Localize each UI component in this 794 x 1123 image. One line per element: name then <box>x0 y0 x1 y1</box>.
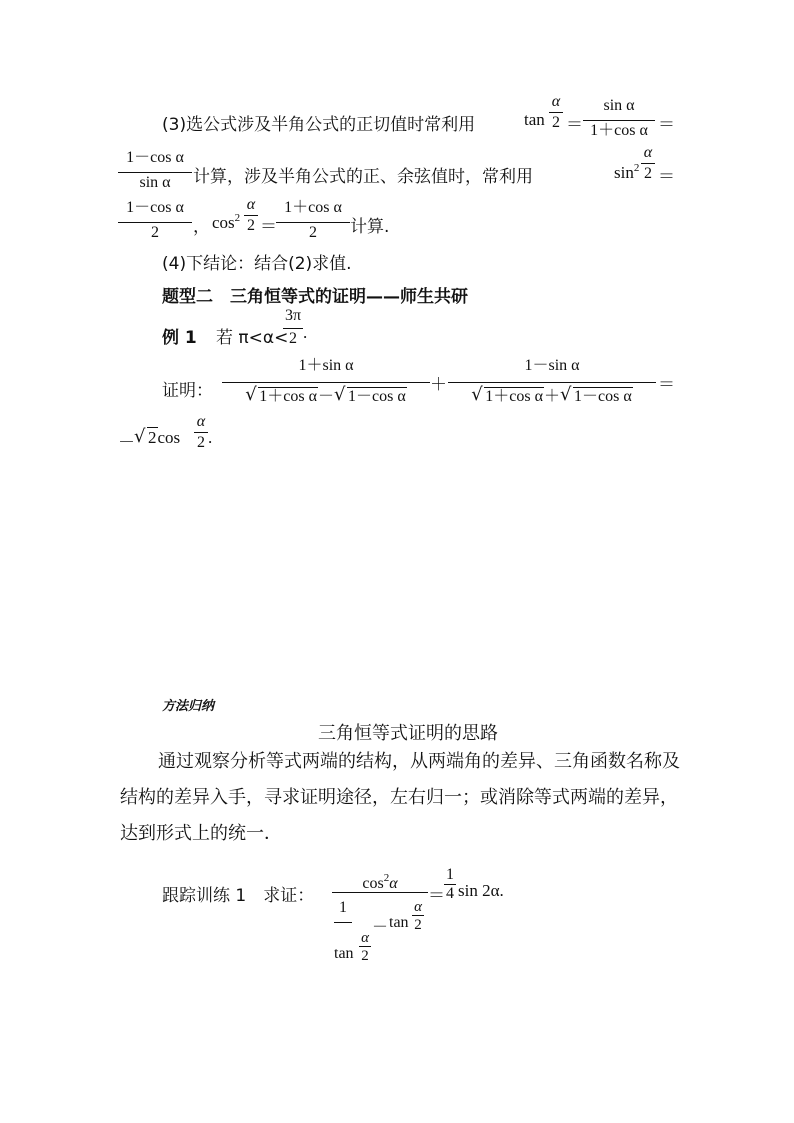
item3-lead: (3)选公式涉及半角公式的正切值时常利用 <box>162 115 476 135</box>
alpha-over-2-frac-2: α 2 <box>641 143 655 184</box>
method-body: 通过观察分析等式两端的结构，从两端角的差异、三角函数名称及结构的差异入手，寻求证明途径，左右归一；或消除等式两端的差异，达到形式上的统一． <box>120 751 680 844</box>
equals-sign-3: ＝ <box>658 167 675 186</box>
alpha-over-2-frac-6: α 2 <box>412 899 424 934</box>
practice1-rhs: sin 2α. <box>458 881 504 900</box>
one-over-tan-frac: 1 <box>334 898 352 923</box>
rhs-sqrt2: √ 2cos <box>134 426 181 447</box>
rhs-end: . <box>208 428 213 447</box>
example1-cond-lead: 若 π<α< <box>216 328 289 348</box>
inner-tan-2: tan <box>389 914 409 931</box>
alpha-over-2-frac-5: α 2 <box>359 930 371 965</box>
equals-sign-4: ＝ <box>260 217 277 236</box>
alpha-over-2-frac: α 2 <box>549 92 563 133</box>
1minuscos-over-2-frac: 1－cos α 2 <box>118 198 192 243</box>
item4-text: (4)下结论：结合(2)求值. <box>162 254 352 274</box>
method-label: 方法归纳 <box>162 699 215 714</box>
alpha-over-2-frac-4: α 2 <box>194 412 208 453</box>
1pluscos-over-2-frac: 1＋cos α 2 <box>276 198 350 243</box>
equals-sign-6: ＝ <box>428 886 445 905</box>
method-title: 三角恒等式证明的思路 <box>318 723 498 744</box>
rhs-lead: － <box>118 433 135 452</box>
example1-label: 例 1 <box>162 328 197 348</box>
example1-period: . <box>303 323 308 342</box>
equals-sign: ＝ <box>566 115 583 134</box>
sin-over-1pluscos-frac: sin α 1＋cos α <box>583 96 655 141</box>
cos-prefix: $\cos^2$ <box>212 212 241 232</box>
equals-sign-2: ＝ <box>658 115 675 134</box>
end-text: 计算. <box>350 217 390 237</box>
proof-fraction-2: 1－sin α √ 1＋cos α＋ √ 1－cos α <box>448 356 656 407</box>
inner-tan-1: tan <box>334 945 354 962</box>
plus-sign: ＋ <box>430 375 447 394</box>
1minuscos-over-sin-frac: 1－cos α sin α <box>118 148 192 193</box>
type2-heading: 题型二 三角恒等式的证明——师生共研 <box>162 287 468 307</box>
equals-sign-5: ＝ <box>658 375 675 394</box>
inner-minus: － <box>372 919 389 936</box>
comma: ， <box>193 217 210 237</box>
practice1-label: 跟踪训练 1 求证： <box>162 886 315 906</box>
practice1-big-fraction: $\cos^2\alpha$ <box>332 868 428 893</box>
sin-prefix: $\sin^2$ <box>614 162 640 182</box>
tan-prefix: tan <box>524 110 545 129</box>
quarter-frac: 1 4 <box>446 866 454 902</box>
proof-fraction-1: 1＋sin α √ 1＋cos α－ √ 1－cos α <box>222 356 430 407</box>
calc-text: 计算，涉及半角公式的正、余弦值时，常利用 <box>193 167 533 187</box>
prove-label: 证明： <box>162 381 213 401</box>
alpha-over-2-frac-3: α 2 <box>244 195 258 236</box>
3pi-over-2-frac: 3π 2 <box>284 307 302 347</box>
